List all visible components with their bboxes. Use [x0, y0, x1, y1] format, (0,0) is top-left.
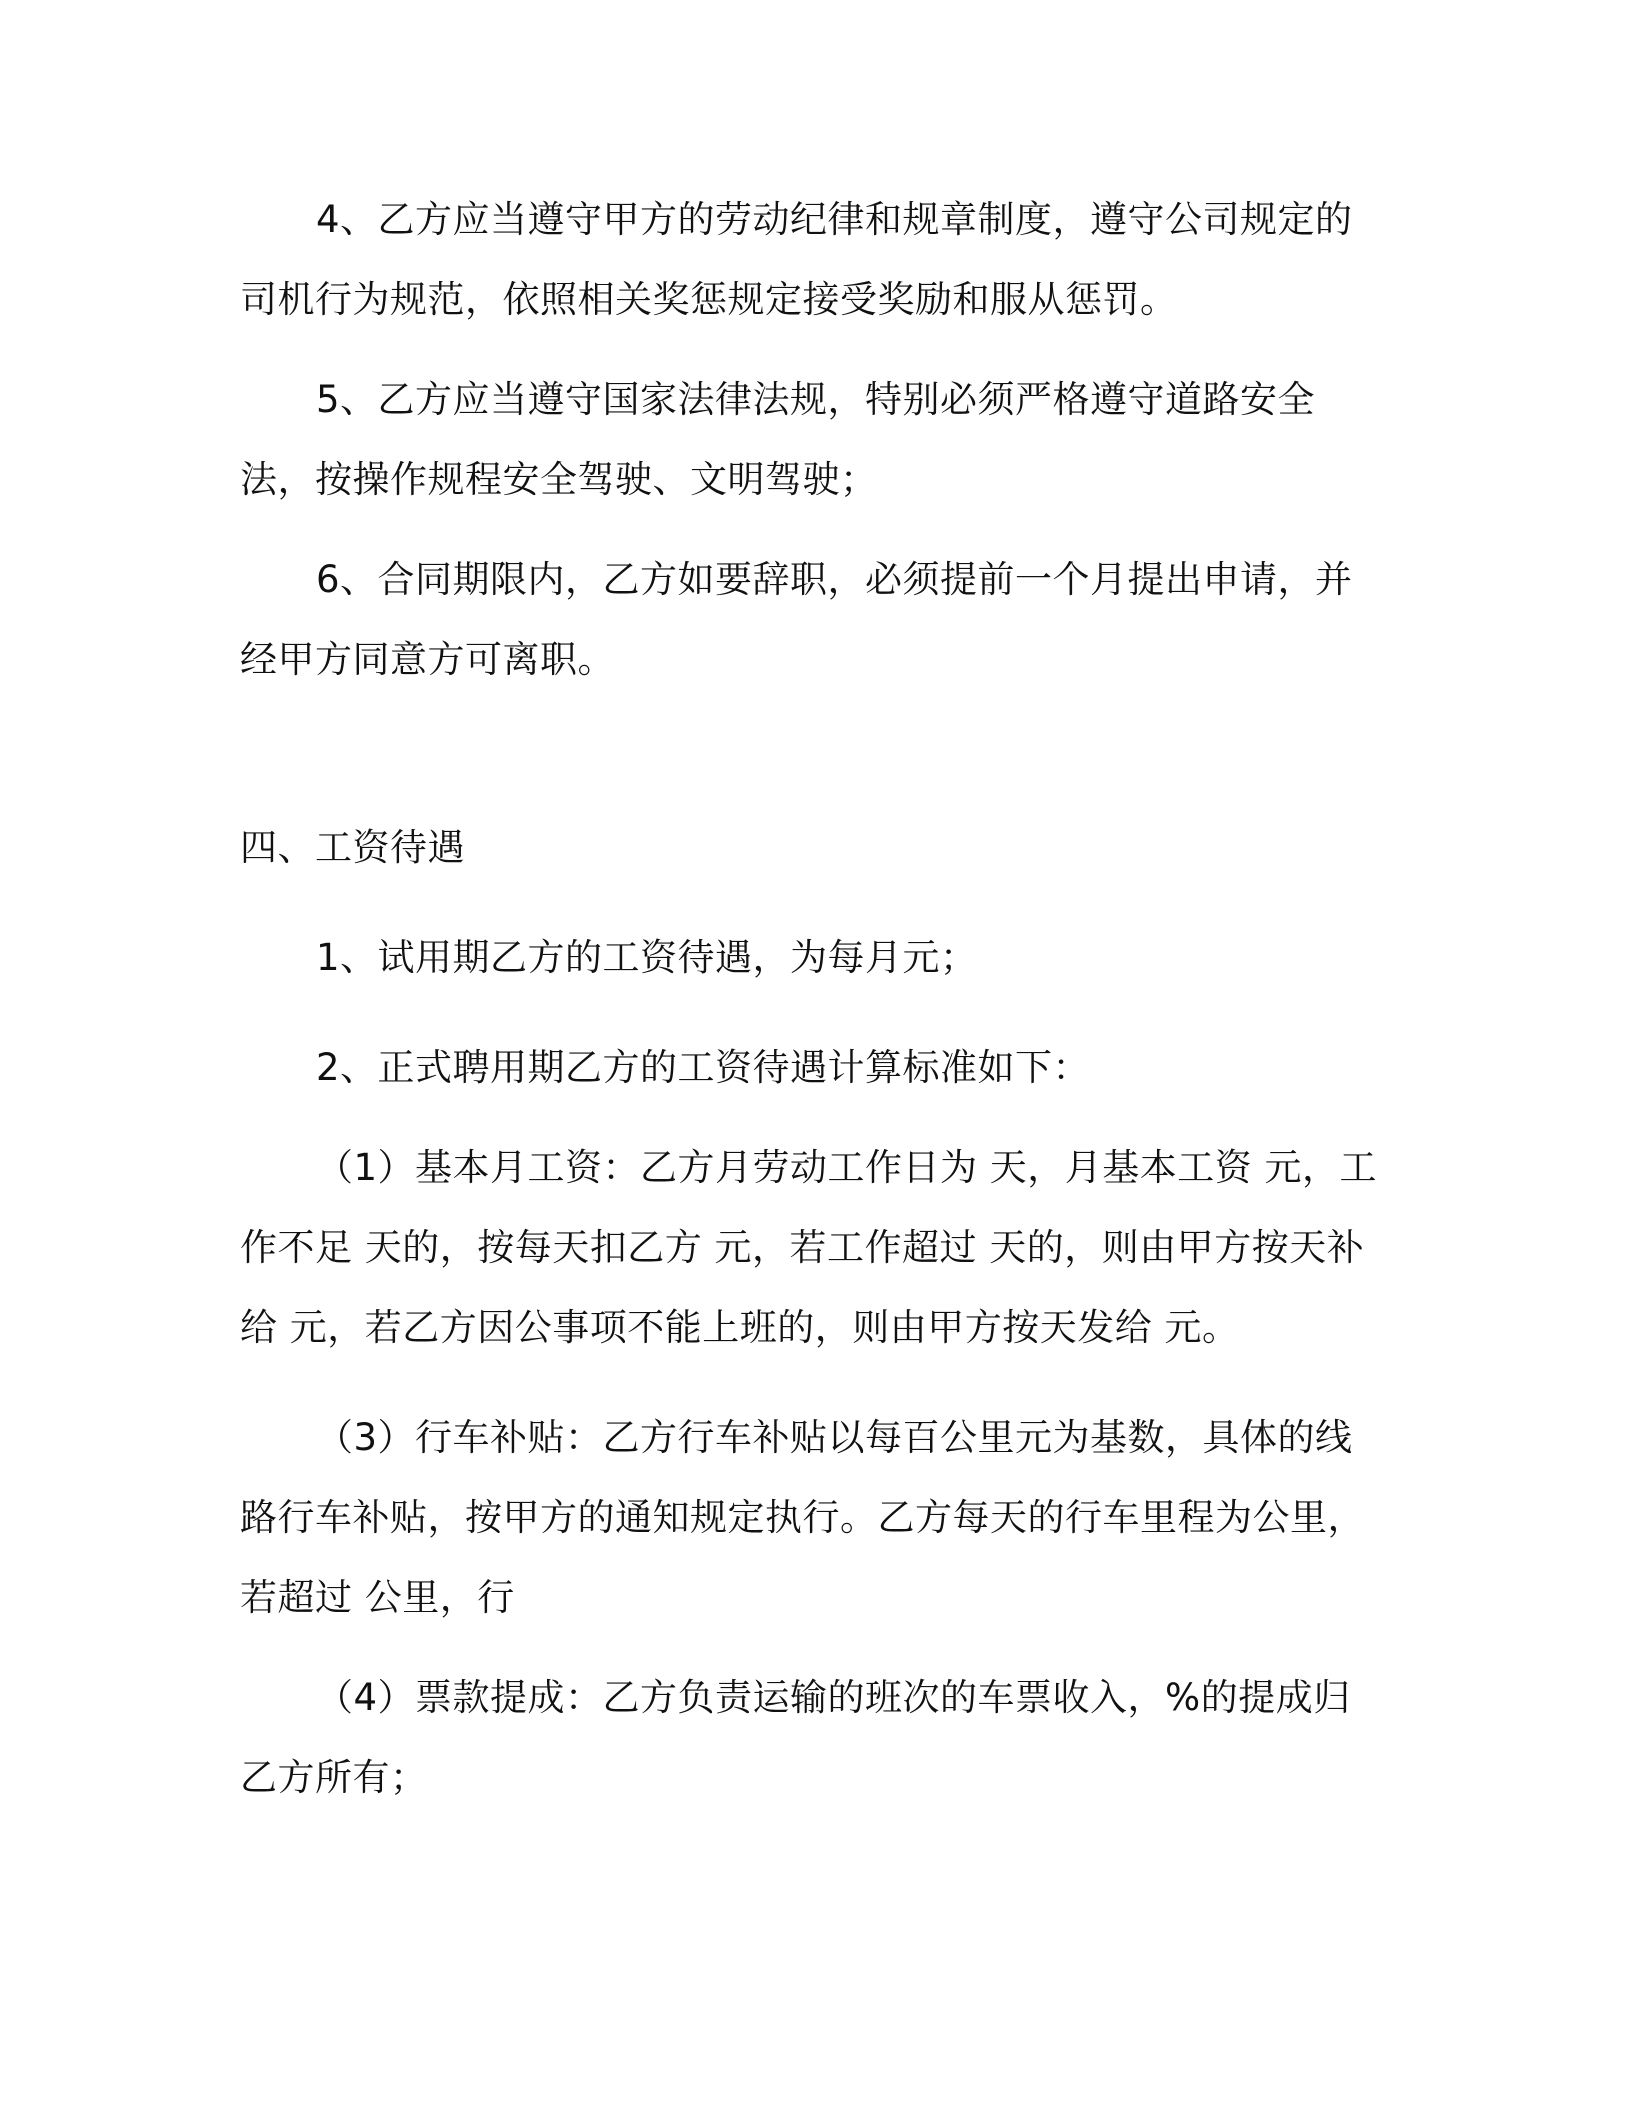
clause-6-paragraph: 6、合同期限内，乙方如要辞职，必须提前一个月提出申请，并经甲方同意方可离职。: [240, 558, 1353, 681]
salary-item-1-paragraph: 1、试用期乙方的工资待遇，为每月元；: [316, 936, 978, 979]
ticket-commission-paragraph: （4）票款提成：乙方负责运输的班次的车票收入，%的提成归乙方所有；: [240, 1676, 1351, 1799]
driving-allowance-paragraph: （3）行车补贴：乙方行车补贴以每百公里元为基数，具体的线路行车补贴，按甲方的通知规定执行。乙方每天的行车里程为公里，若超过 公里，行: [240, 1416, 1365, 1619]
section-heading-salary: 四、工资待遇: [240, 826, 465, 869]
clause-4-paragraph: 4、乙方应当遵守甲方的劳动纪律和规章制度，遵守公司规定的司机行为规范，依照相关奖惩规定接受奖励和服从惩罚。: [240, 198, 1353, 321]
salary-item-2-paragraph: 2、正式聘用期乙方的工资待遇计算标准如下：: [316, 1046, 1091, 1089]
basic-salary-paragraph: （1）基本月工资：乙方月劳动工作日为 天，月基本工资 元，工作不足 天的，按每天扣乙方 元，若工作超过 天的，则由甲方按天补给 元，若乙方因公事项不能上班的，则由甲方按天发给 元。: [240, 1146, 1378, 1349]
clause-5-paragraph: 5、乙方应当遵守国家法律法规，特别必须严格遵守道路安全法，按操作规程安全驾驶、文明驾驶；: [240, 378, 1316, 501]
